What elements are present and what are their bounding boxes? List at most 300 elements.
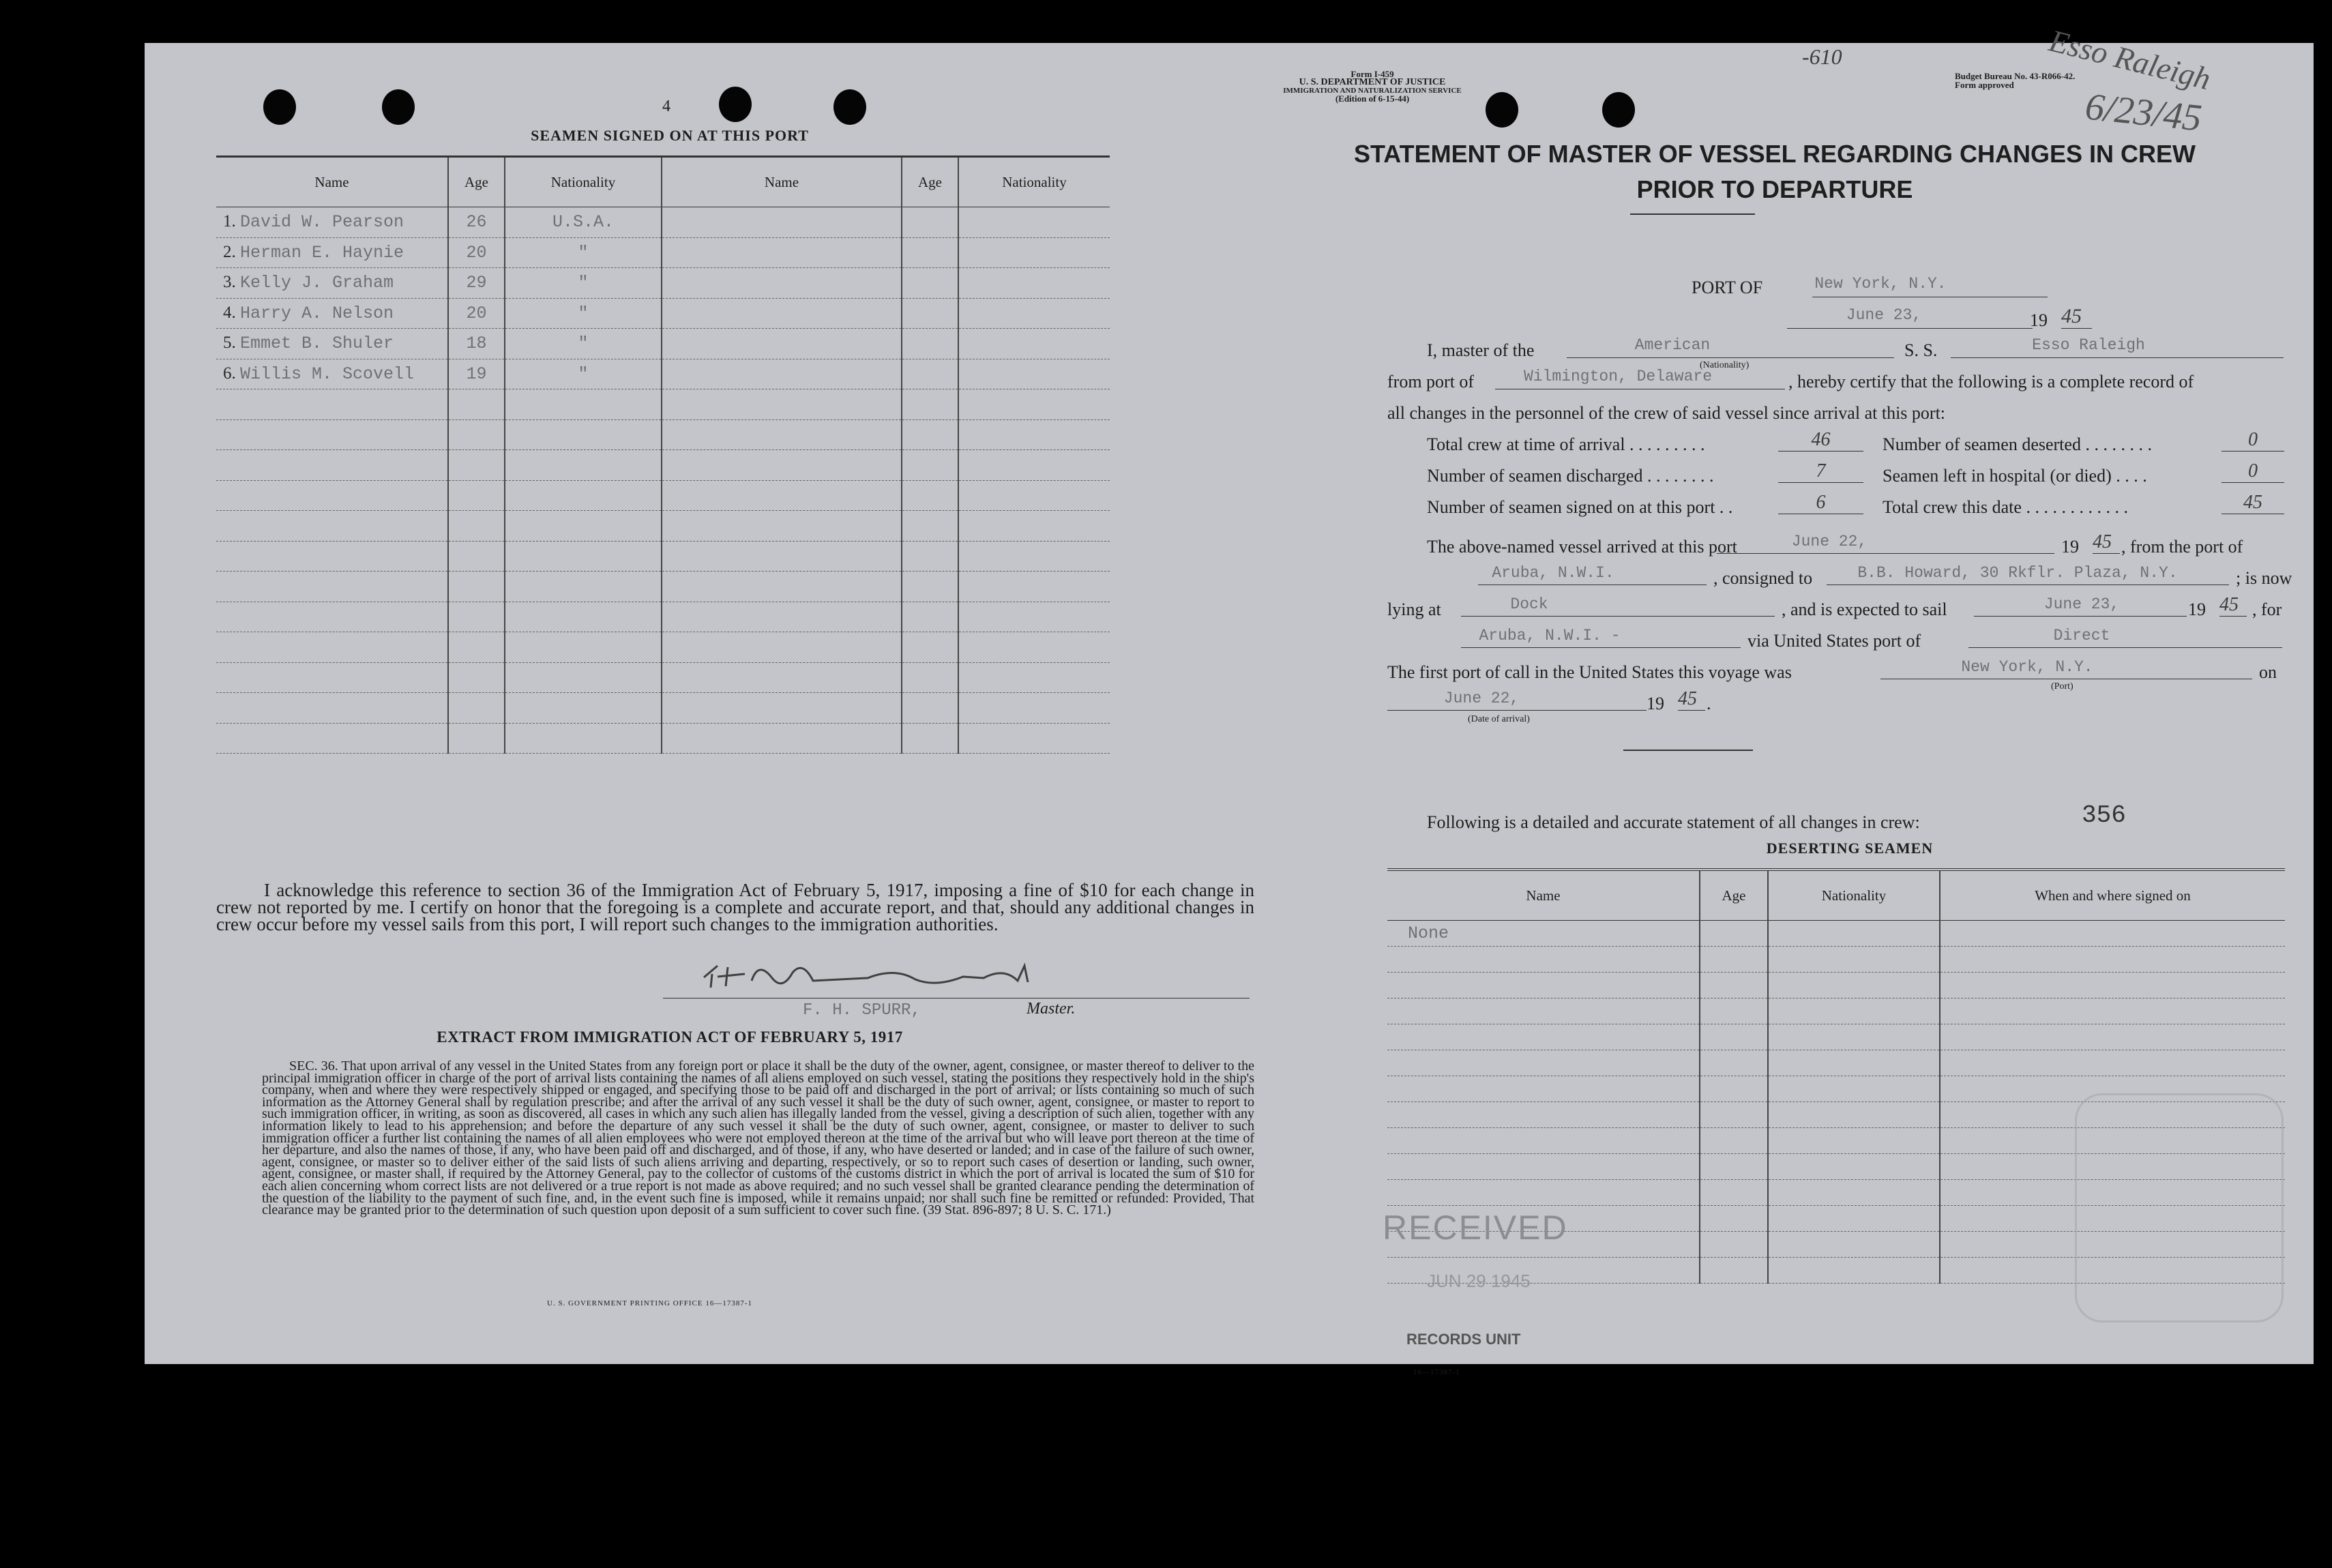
age-cell — [448, 723, 505, 754]
form-code-footer: 16—17387-1 — [1413, 1368, 1460, 1376]
nationality-cell — [1768, 921, 1940, 947]
is-now-label: ; is now — [2236, 568, 2292, 588]
handwritten-number: -610 — [1802, 44, 1842, 69]
table-row — [216, 632, 1110, 663]
document-page: 4 SEAMEN SIGNED ON AT THIS PORT Name Age Nationality Name Age Nationality 1. David W. Pearson 26 U.S.A. 2. Herman E. Haynie 20 " 3. Kelly J. Graham 29 " 4. Harry A. Nelson 20 " 5. Emmet B. Shuler 18 " 6. Willis M. Scovell 19 " I acknowledge this reference to section 36 of the Immigration Act of February 5, 1917, imposing a fine of $10 for each change in crew not reported by me. I certify on honor that the foregoing is a complete and accurate report, and that, should any additional changes in crew occur before my vessel sails from this port, I will report such changes to the immigration authorities. F. H. SPURR, Master. EXTRACT FROM IMMIGRATION ACT OF FEBRUARY 5, 1917 SEC. 36. That upon arrival of any vessel in the United States from any foreign port or place it shall be the duty of the owner, agent, consignee, or master thereof to deliver to the principal immigration officer in charge of the port of arrival lists containing the names of all aliens employed on such vessel, stating the positions they respectively hold in the ship's company, when and where they were respectively shipped or engaged, and specifying those to be paid off and discharged in the port of arrival; or lists containing so much of such information as the Attorney General shall by regulation prescribe; and after the arrival of any such vessel it shall be the duty of such owner, agent, consignee, or master to report to such immigration officer, in writing, as soon as discovered, all cases in which any such alien has illegally landed from the vessel, giving a description of such alien, together with any information likely to lead to his apprehension; and before the departure of any such vessel it shall be the duty of such owner, agent, consignee, or master to deliver to such immigration officer a further list containing the names of all alien employees who were not employed thereon at the time of the arrival but who will leave port thereon at the time of her departure, and also the names of those, if any, who have been paid off and discharged, and of those, if any, who have deserted or landed; and in case of the failure of such owner, agent, consignee, or master so to deliver either of the said lists of such aliens arriving and departing, respectively, or so to report such cases of desertion or landing, such owner, agent, consignee, or master shall, if required by the Attorney General, pay to the collector of customs of the customs district in which the port of arrival is located the sum of $10 for each alien concerning whom correct lists are not delivered or a true report is not made as above required; and no such vessel shall be granted clearance pending the determination of the question of the liability to the payment of such fine, and, in the event such fine is imposed, while it remains unpaid; nor shall such fine be remitted or refunded: Provided, That clearance may be granted prior to the determination of such question upon deposit of a sum sufficient to cover such fine. (39 Stat. 896-897; 8 U. S. C. 171.) U. S. GOVERNMENT PRINTING OFFICE 16—17387-1 Form I-459 U. S. DEPARTMENT OF JUSTICE IMMIGRATION AND NATURALIZATION SERVICE (Edition of 6-15-44) Budget Bureau No. 43-R066-42. Form approved -610 Esso Raleigh 6/23/45 STATEMENT OF MASTER OF VESSEL REGARDING CHANGES IN CREW PRIOR TO DEPARTURE PORT OF New York, N.Y. June 23, 19 45 I, master of the American (Nationality) S. S. Esso Raleigh from port of Wilmington, Delaware , hereby certify that the following is a complete record of all changes in the personnel of the crew of said vessel since arrival at this port: Total crew at time of arrival . . . . . . . . . 46 Number of seamen deserted . . . . . . . . 0 Number of seamen discharged . . . . . . . . 7 Seamen left in hospital (or died) . . . . 0 Number of seamen signed on at this port . . 6 Total crew this date . . . . . . . . . . . . 45 The above-named vessel arrived at this port June 22, 19 45 , from the port of Aruba, N.W.I. , consigned to B.B. Howard, 30 Rkflr. Plaza, N.Y. ; is now lying at Dock , and is expected to sail June 23, 19 45 , for Aruba, N.W.I. - via United States port of Direct The first port of call in the United States this voyage was New York, N.Y. (Port) on June 22, 19 45 . (Date of arrival) Following is a detailed and accurate statement of all changes in crew: 356 DESERTING SEAMEN Name Age Nationality When and where signed on None RECEIVED JUN 29 1945 RECORDS UNIT 16—17387-1 — [145, 43, 2314, 1364]
nationality-value: " — [578, 242, 589, 263]
name-cell — [662, 419, 902, 450]
age-cell — [1700, 1076, 1768, 1102]
lying-at-label: lying at — [1387, 600, 1441, 619]
table-row — [216, 329, 1110, 359]
extract-law-text: SEC. 36. That upon arrival of any vessel in the United States from any foreign port or place it shall be the duty of the owner, agent, consignee, or master thereof to deliver to the principal immigration officer in charge of the port of arrival lists containing the names of all aliens employed on such vessel, stating the positions they respectively hold in the ship's company, when and where they were respectively shipped or engaged, and specifying those to be paid off and discharged in the port of arrival; or lists containing so much of such information as the Attorney General shall by regulation prescribe; and after the arrival of any such vessel it shall be the duty of such owner, agent, consignee, or master to report to such immigration officer, in writing, as soon as discovered, all cases in which any such alien has illegally landed from the vessel, giving a description of such alien, together with any information likely to lead to his apprehension; and before the departure of any such vessel it shall be the duty of such owner, agent, consignee, or master to deliver to such immigration officer a further list containing the names of all alien employees who were not employed thereon at the time of the arrival but who will leave port thereon at the time of her departure, and also the names of those, if any, who have been paid off and discharged, and of those, if any, who have deserted or landed; and in case of the failure of such owner, agent, consignee, or master so to deliver either of the said lists of such aliens arriving and departing, respectively, or so to report such cases of desertion or landing, such owner, agent, consignee, or master shall, if required by the Attorney General, pay to the collector of customs of the customs district in which the port of arrival is located the sum of $10 for each alien concerning whom correct lists are not delivered or a true report is not made as above required; and no such vessel shall be granted clearance pending the determination of the question of the liability to the payment of such fine, and, in the event such fine is imposed, while it remains unpaid; nor shall such fine be remitted or refunded: Provided, That clearance may be granted prior to the determination of such question upon deposit of a sum sufficient to cover such fine. (39 Stat. 896-897; 8 U. S. C. 171.) — [262, 1059, 1254, 1218]
table-row — [216, 450, 1110, 481]
name-cell — [216, 723, 448, 754]
table-row — [216, 572, 1110, 602]
age-cell — [902, 541, 958, 572]
row-number: 4. — [223, 303, 236, 322]
nationality-cell — [505, 480, 662, 511]
arrived-year-prefix: 19 — [2061, 537, 2079, 557]
age-cell — [902, 450, 958, 481]
punch-hole — [833, 89, 866, 125]
received-stamp: RECEIVED — [1383, 1209, 1568, 1247]
form-title-line-1: STATEMENT OF MASTER OF VESSEL REGARDING CHANGES IN CREW — [1353, 140, 2196, 168]
on-label: on — [2259, 662, 2277, 682]
nationality-value: " — [578, 334, 589, 354]
col-name: Name — [662, 157, 902, 207]
nationality-cell — [958, 389, 1110, 420]
sail-year-prefix: 19 — [2188, 600, 2206, 619]
name-cell — [1387, 1180, 1700, 1206]
expected-sail-label: , and is expected to sail — [1782, 600, 1947, 619]
age-cell — [448, 329, 505, 359]
age-cell — [902, 602, 958, 632]
nationality-cell — [1768, 1128, 1940, 1154]
nationality-cell — [958, 298, 1110, 329]
name-cell — [1387, 921, 1700, 947]
age-cell — [448, 207, 505, 238]
total-crew-arrival-value: 46 — [1811, 429, 1831, 450]
age-cell — [448, 419, 505, 450]
nationality-cell — [1768, 1076, 1940, 1102]
nationality-cell — [1768, 1206, 1940, 1232]
nationality-cell — [958, 632, 1110, 663]
name-cell — [662, 632, 902, 663]
ss-label: S. S. — [1904, 340, 1938, 360]
name-cell — [216, 480, 448, 511]
arrived-year: 45 — [2093, 531, 2112, 552]
age-cell — [902, 237, 958, 268]
name-cell — [1387, 1154, 1700, 1180]
nationality-value: " — [578, 273, 589, 293]
nationality-cell — [505, 237, 662, 268]
nationality-cell — [958, 329, 1110, 359]
col-when-where: When and where signed on — [1940, 870, 2285, 921]
from-port-label: from port of — [1387, 372, 1475, 391]
age-cell — [448, 693, 505, 724]
age-cell — [902, 389, 958, 420]
nationality-cell — [958, 268, 1110, 299]
signed-on-label: Number of seamen signed on at this port . . — [1427, 497, 1733, 517]
nationality-cell — [1768, 947, 1940, 973]
nationality-cell — [958, 541, 1110, 572]
table-row — [216, 268, 1110, 299]
nationality-value: U.S.A. — [552, 212, 614, 233]
form-title-line-2: PRIOR TO DEPARTURE — [1636, 175, 1913, 203]
row-number: 3. — [223, 273, 236, 292]
age-cell — [1700, 1128, 1768, 1154]
master-signature — [690, 953, 1072, 994]
nationality-cell — [1768, 1154, 1940, 1180]
age-cell — [1700, 921, 1768, 947]
name-cell — [216, 541, 448, 572]
nationality-cell — [1768, 1258, 1940, 1284]
name-cell — [662, 572, 902, 602]
age-cell — [902, 662, 958, 693]
name-value: Willis M. Scovell — [240, 364, 415, 384]
arrived-date: June 22, — [1791, 533, 1868, 550]
name-value: Herman E. Haynie — [240, 242, 404, 263]
nationality-cell — [1768, 1180, 1940, 1206]
via-label: via United States port of — [1747, 631, 1921, 651]
age-value: 29 — [466, 273, 487, 293]
total-crew-date-label: Total crew this date . . . . . . . . . . . . — [1883, 497, 2128, 517]
port-value: New York, N.Y. — [1814, 275, 1947, 293]
sail-date: June 23, — [2043, 595, 2120, 613]
port-label: PORT OF — [1692, 278, 1763, 297]
table-row — [1387, 1024, 2285, 1050]
department: U. S. DEPARTMENT OF JUSTICE — [1299, 77, 1446, 87]
name-cell — [662, 207, 902, 238]
via-port: Direct — [2053, 627, 2110, 645]
age-cell — [1700, 973, 1768, 999]
age-cell — [1700, 1258, 1768, 1284]
nationality-cell — [958, 207, 1110, 238]
table-row — [216, 359, 1110, 389]
nationality-cell — [958, 693, 1110, 724]
age-cell — [448, 237, 505, 268]
name-cell — [662, 602, 902, 632]
age-cell — [448, 389, 505, 420]
age-cell — [1700, 1154, 1768, 1180]
first-port-date: June 22, — [1443, 690, 1520, 707]
nationality-cell — [958, 662, 1110, 693]
name-cell — [1387, 1024, 1700, 1050]
when-where-cell — [1940, 973, 2285, 999]
age-cell — [448, 298, 505, 329]
table-row — [216, 693, 1110, 724]
age-cell — [1700, 1206, 1768, 1232]
arrived-from-port: Aruba, N.W.I. — [1492, 564, 1614, 582]
when-where-cell — [1940, 947, 2285, 973]
nationality-cell — [505, 693, 662, 724]
nationality-value: " — [578, 364, 589, 384]
age-cell — [448, 541, 505, 572]
row-number: 6. — [223, 364, 236, 383]
age-cell — [902, 207, 958, 238]
signature-line — [663, 998, 1250, 999]
table-row — [216, 389, 1110, 420]
table-row — [216, 602, 1110, 632]
name-cell — [662, 359, 902, 389]
when-where-cell — [1940, 1050, 2285, 1076]
name-cell — [216, 389, 448, 420]
age-cell — [902, 723, 958, 754]
hospital-label: Seamen left in hospital (or died) . . . . — [1883, 466, 2147, 486]
nationality-cell — [505, 723, 662, 754]
nationality-value: American — [1634, 336, 1711, 354]
age-value: 26 — [466, 212, 487, 233]
master-name: F. H. SPURR, — [803, 1001, 921, 1020]
name-cell — [216, 511, 448, 542]
table-row — [216, 237, 1110, 268]
age-cell — [448, 602, 505, 632]
age-cell — [448, 511, 505, 542]
col-nationality: Nationality — [958, 157, 1110, 207]
age-cell — [448, 662, 505, 693]
name-value: Emmet B. Shuler — [240, 334, 394, 354]
name-cell — [662, 389, 902, 420]
age-cell — [902, 419, 958, 450]
nationality-cell — [958, 419, 1110, 450]
first-port-year: 45 — [1678, 688, 1697, 709]
sail-year: 45 — [2219, 594, 2239, 615]
lying-at-value: Dock — [1510, 595, 1548, 613]
age-cell — [902, 632, 958, 663]
master-label: Master. — [1027, 1000, 1076, 1018]
name-cell — [216, 662, 448, 693]
deserting-header-row — [1387, 870, 2285, 921]
row-number: 1. — [223, 212, 236, 231]
age-cell — [902, 268, 958, 299]
name-cell — [216, 450, 448, 481]
seamen-signed-heading: SEAMEN SIGNED ON AT THIS PORT — [531, 127, 809, 144]
age-cell — [1700, 1102, 1768, 1128]
table-row — [216, 298, 1110, 329]
col-name: Name — [314, 173, 349, 190]
age-cell — [1700, 1180, 1768, 1206]
nationality-cell — [1768, 973, 1940, 999]
name-cell — [216, 359, 448, 389]
from-port-value: Wilmington, Delaware — [1523, 368, 1713, 385]
nationality-cell — [1768, 1102, 1940, 1128]
nationality-cell — [505, 207, 662, 238]
nationality-cell — [505, 632, 662, 663]
age-cell — [902, 511, 958, 542]
age-value: 20 — [466, 242, 487, 263]
deserted-value: 0 — [2248, 429, 2258, 450]
nationality-cell — [958, 359, 1110, 389]
age-cell — [448, 450, 505, 481]
table-row — [216, 511, 1110, 542]
when-where-cell — [1940, 1024, 2285, 1050]
nationality-cell — [958, 511, 1110, 542]
table-row — [216, 419, 1110, 450]
first-port-label: The first port of call in the United States this voyage was — [1387, 662, 1792, 682]
age-cell — [1700, 1024, 1768, 1050]
consignee: B.B. Howard, 30 Rkflr. Plaza, N.Y. — [1857, 564, 2178, 582]
handwritten-vessel-note: Esso Raleigh — [2046, 23, 2215, 97]
when-where-cell — [1940, 921, 2285, 947]
age-cell — [902, 693, 958, 724]
table-row — [1387, 1050, 2285, 1076]
age-cell — [1700, 999, 1768, 1024]
name-cell — [1387, 1050, 1700, 1076]
nationality-cell — [958, 237, 1110, 268]
name-cell — [662, 329, 902, 359]
nationality-caption: (Nationality) — [1700, 360, 1750, 370]
form-number: Form I-459 — [1351, 69, 1394, 79]
name-cell — [216, 419, 448, 450]
budget-block — [1955, 72, 2075, 89]
first-port-year-prefix: 19 — [1647, 694, 1664, 713]
name-cell — [216, 329, 448, 359]
age-cell — [448, 359, 505, 389]
nationality-cell — [505, 662, 662, 693]
nationality-cell — [958, 450, 1110, 481]
total-crew-arrival-label: Total crew at time of arrival . . . . . . . . . — [1427, 434, 1705, 454]
signed-on-table — [216, 156, 1110, 754]
nationality-cell — [505, 329, 662, 359]
name-cell — [1387, 947, 1700, 973]
deserting-heading: DESERTING SEAMEN — [1766, 840, 1934, 857]
nationality-cell — [505, 389, 662, 420]
name-value: David W. Pearson — [240, 212, 404, 233]
age-value: 19 — [466, 364, 487, 384]
following-text: Following is a detailed and accurate statement of all changes in crew: — [1427, 812, 1920, 832]
date-of-arrival-caption: (Date of arrival) — [1468, 714, 1530, 724]
nationality-cell — [505, 419, 662, 450]
age-cell — [1700, 1232, 1768, 1258]
budget-bureau: Budget Bureau No. 43-R066-42. — [1955, 71, 2076, 81]
row-number: 5. — [223, 334, 236, 353]
row-number: 2. — [223, 242, 236, 261]
name-cell — [216, 632, 448, 663]
nationality-cell — [1768, 1232, 1940, 1258]
punch-hole — [1602, 92, 1635, 128]
name-cell — [662, 693, 902, 724]
date-value: June 23, — [1846, 306, 1922, 324]
consigned-label: , consigned to — [1713, 568, 1813, 588]
form-title — [1277, 136, 2273, 207]
table-row — [216, 541, 1110, 572]
name-cell — [662, 298, 902, 329]
year-prefix: 19 — [2030, 310, 2048, 330]
nationality-cell — [958, 572, 1110, 602]
records-unit-stamp: RECORDS UNIT — [1406, 1331, 1521, 1348]
nationality-cell — [505, 359, 662, 389]
punch-hole — [719, 87, 752, 122]
nationality-cell — [958, 480, 1110, 511]
discharged-value: 7 — [1816, 460, 1826, 482]
nationality-cell — [505, 511, 662, 542]
port-caption: (Port) — [2051, 681, 2073, 692]
nationality-cell — [505, 541, 662, 572]
age-cell — [902, 480, 958, 511]
name-cell — [216, 693, 448, 724]
age-cell — [448, 268, 505, 299]
signed-on-header-row — [216, 157, 1110, 207]
age-cell — [1700, 947, 1768, 973]
name-cell — [216, 572, 448, 602]
extract-heading: EXTRACT FROM IMMIGRATION ACT OF FEBRUARY 5, 1917 — [437, 1029, 903, 1046]
nationality-cell — [505, 602, 662, 632]
year-value: 45 — [2061, 305, 2082, 327]
nationality-cell — [958, 723, 1110, 754]
col-nationality: Nationality — [505, 157, 662, 207]
form-id-block — [1222, 70, 1522, 103]
age-cell — [448, 632, 505, 663]
name-cell — [662, 480, 902, 511]
nationality-value: " — [578, 303, 589, 323]
col-nationality: Nationality — [1768, 870, 1940, 921]
col-age: Age — [1700, 870, 1768, 921]
master-of-the-label: I, master of the — [1427, 340, 1535, 360]
table-row — [216, 207, 1110, 238]
name-cell — [662, 450, 902, 481]
deserted-label: Number of seamen deserted . . . . . . . . — [1883, 434, 2152, 454]
for-label: , for — [2252, 600, 2282, 619]
certify-text-2: all changes in the personnel of the crew of said vessel since arrival at this port: — [1387, 403, 1946, 423]
table-row — [1387, 999, 2285, 1024]
name-cell — [1387, 1102, 1700, 1128]
name-cell — [216, 207, 448, 238]
name-cell — [662, 662, 902, 693]
certify-text: , hereby certify that the following is a complete record of — [1788, 372, 2194, 391]
hospital-value: 0 — [2248, 460, 2258, 482]
age-cell — [902, 329, 958, 359]
printer-imprint: U. S. GOVERNMENT PRINTING OFFICE 16—17387-1 — [547, 1299, 753, 1307]
punch-hole — [263, 89, 296, 125]
none-entry: None — [1408, 923, 1449, 943]
nationality-cell — [505, 298, 662, 329]
total-crew-date-value: 45 — [2243, 492, 2262, 513]
name-value: Harry A. Nelson — [240, 303, 394, 323]
nationality-cell — [1768, 1050, 1940, 1076]
when-where-cell — [1940, 999, 2285, 1024]
table-row — [1387, 973, 2285, 999]
title-rule — [1630, 213, 1755, 215]
age-value: 20 — [466, 303, 487, 323]
name-cell — [216, 602, 448, 632]
handwritten-date-note: 6/23/45 — [2083, 85, 2204, 140]
signed-on-value: 6 — [1816, 492, 1826, 513]
table-row — [216, 723, 1110, 754]
col-age: Age — [448, 157, 505, 207]
name-cell — [1387, 1076, 1700, 1102]
stamped-number: 356 — [2082, 801, 2126, 829]
col-age: Age — [902, 157, 958, 207]
name-cell — [216, 268, 448, 299]
name-cell — [216, 298, 448, 329]
discharged-label: Number of seamen discharged . . . . . . . . — [1427, 466, 1714, 486]
nationality-cell — [505, 572, 662, 602]
nationality-cell — [958, 602, 1110, 632]
name-value: Kelly J. Graham — [240, 273, 394, 293]
faint-seal-stamp — [2075, 1093, 2284, 1322]
age-cell — [1700, 1050, 1768, 1076]
name-cell — [216, 237, 448, 268]
destination: Aruba, N.W.I. - — [1479, 627, 1621, 645]
edition: (Edition of 6-15-44) — [1335, 93, 1410, 104]
name-cell — [1387, 999, 1700, 1024]
table-row — [1387, 947, 2285, 973]
service: IMMIGRATION AND NATURALIZATION SERVICE — [1283, 87, 1462, 95]
col-name: Name — [1526, 887, 1561, 904]
table-row — [1387, 921, 2285, 947]
name-cell — [662, 541, 902, 572]
age-cell — [902, 572, 958, 602]
nationality-cell — [505, 450, 662, 481]
name-cell — [662, 511, 902, 542]
age-cell — [448, 572, 505, 602]
arrived-label: The above-named vessel arrived at this port — [1427, 537, 1737, 557]
age-value: 18 — [466, 334, 487, 354]
from-the-port-label: , from the port of — [2121, 537, 2243, 557]
first-port-value: New York, N.Y. — [1961, 658, 2093, 676]
name-cell — [662, 723, 902, 754]
section-rule — [1623, 750, 1753, 751]
form-approved: Form approved — [1955, 80, 2014, 90]
age-cell — [902, 298, 958, 329]
punch-hole — [382, 89, 415, 125]
nationality-cell — [1768, 999, 1940, 1024]
name-cell — [1387, 973, 1700, 999]
nationality-cell — [1768, 1024, 1940, 1050]
vessel-name: Esso Raleigh — [2032, 336, 2145, 354]
table-row — [216, 480, 1110, 511]
page-number: 4 — [662, 98, 670, 115]
age-cell — [902, 359, 958, 389]
